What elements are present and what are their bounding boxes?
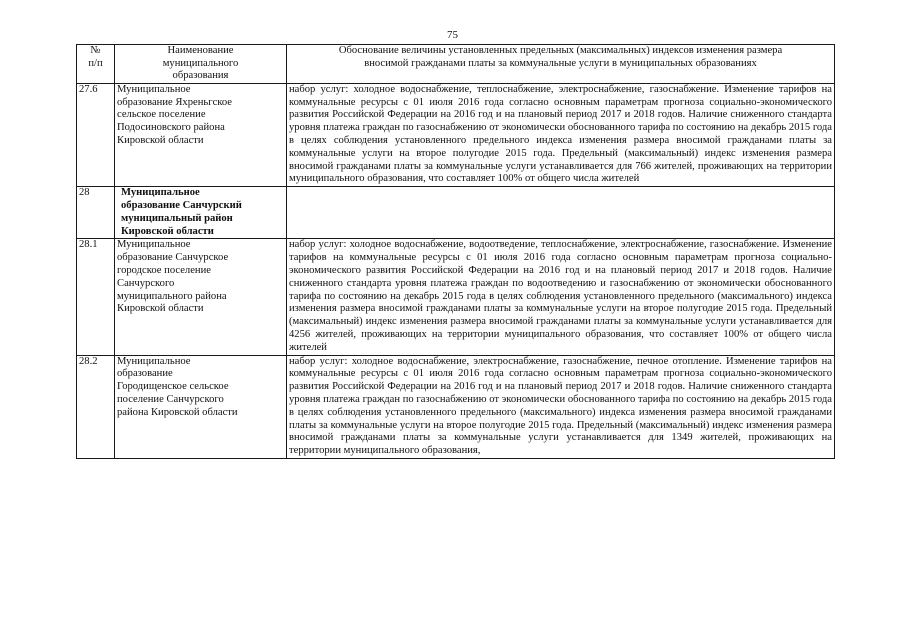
municipal-index-table [76,44,835,459]
row-number: 28.1 [77,239,115,355]
table-row [77,83,835,186]
row-municipality-name: Муниципальное образование Яхреньгское сельское поселение Подосиновского района Кировской области [115,83,287,186]
table-row [77,239,835,355]
row-municipality-name: Муниципальное образование Городищенское сельское поселение Санчурского района Кировской области [115,355,287,458]
table-body [77,83,835,458]
header-justification: Обоснование величины установленных предельных (максимальных) индексов изменения размера вносимой гражданами платы за коммунальные услуги в муниципальных образованиях [287,45,835,84]
row-justification: набор услуг: холодное водоснабжение, водоотведение, теплоснабжение, электроснабжение, газоснабжение. Изменение тарифов на коммунальные ресурсы с 01 июля 2016 года согласно основным параметрам прогноза социально-экономического развития Российской Федерации на 2016 год и на плановый период 2017 и 2018 годов. Наличие сниженного стандарта уровня платежа граждан по водоотведению и газоснабжению от экономически обоснованного тарифа по состоянию на декабрь 2015 года в целях соблюдения установленного предельного (максимального) индекса изменения размера вносимой гражданами платы за коммунальные услуги на второе полугодие 2015 года. Предельный (максимальный) индекс изменения размера вносимой гражданами платы за коммунальные услуги устанавливается для 4256 жителей, проживающих на территории муниципального образования, что составляет 100% от общего числа жителей [287,239,835,355]
page-number: 75 [447,29,458,41]
row-number: 27.6 [77,83,115,186]
header-number: № п/п [77,45,115,84]
row-justification: набор услуг: холодное водоснабжение, теплоснабжение, электроснабжение, газоснабжение. Изменение тарифов на коммунальные ресурсы с 01 июля 2016 года согласно основным параметрам прогноза социально-экономического развития Российской Федерации на 2016 год и на плановый период 2017 и 2018 годов. Наличие сниженного стандарта уровня платежа граждан по газоснабжению от экономически обоснованного тарифа по состоянию на декабрь 2015 года в целях соблюдения установленного предельного индекса изменения размера вносимой гражданами платы за коммунальные услуги на второе полугодие 2015 года. Предельный (максимальный) индекс изменения размера вносимой гражданами платы за коммунальные услуги устанавливается для 766 жителей, проживающих на территории муниципального образования, что составляет 100% от общего числа жителей [287,83,835,186]
table-header-row [77,45,835,84]
row-municipality-name: Муниципальное образование Санчурское городское поселение Санчурского муниципального района Кировской области [115,239,287,355]
row-justification [287,187,835,239]
row-municipality-name: Муниципальное образование Санчурский муниципальный район Кировской области [115,187,287,239]
row-justification: набор услуг: холодное водоснабжение, электроснабжение, газоснабжение, печное отопление. Изменение тарифов на коммунальные ресурсы с 01 июля 2016 года согласно основным параметрам прогноза социально-экономического развития Российской Федерации на 2016 год и на плановый период 2017 и 2018 годов. Наличие сниженного стандарта уровня платежа граждан по газоснабжению от экономически обоснованного тарифа по состоянию на декабрь 2015 года в целях соблюдения установленного предельного (максимального) индекса изменения размера вносимой гражданами платы за коммунальные услуги на второе полугодие 2015 года. Предельный (максимальный) индекс изменения размера вносимой гражданами платы за коммунальные услуги устанавливается для 1349 жителей, проживающих на территории муниципального образования, [287,355,835,458]
row-number: 28 [77,187,115,239]
row-number: 28.2 [77,355,115,458]
table-row [77,355,835,458]
table-row [77,187,835,239]
header-municipality-name: Наименование муниципального образования [115,45,287,84]
